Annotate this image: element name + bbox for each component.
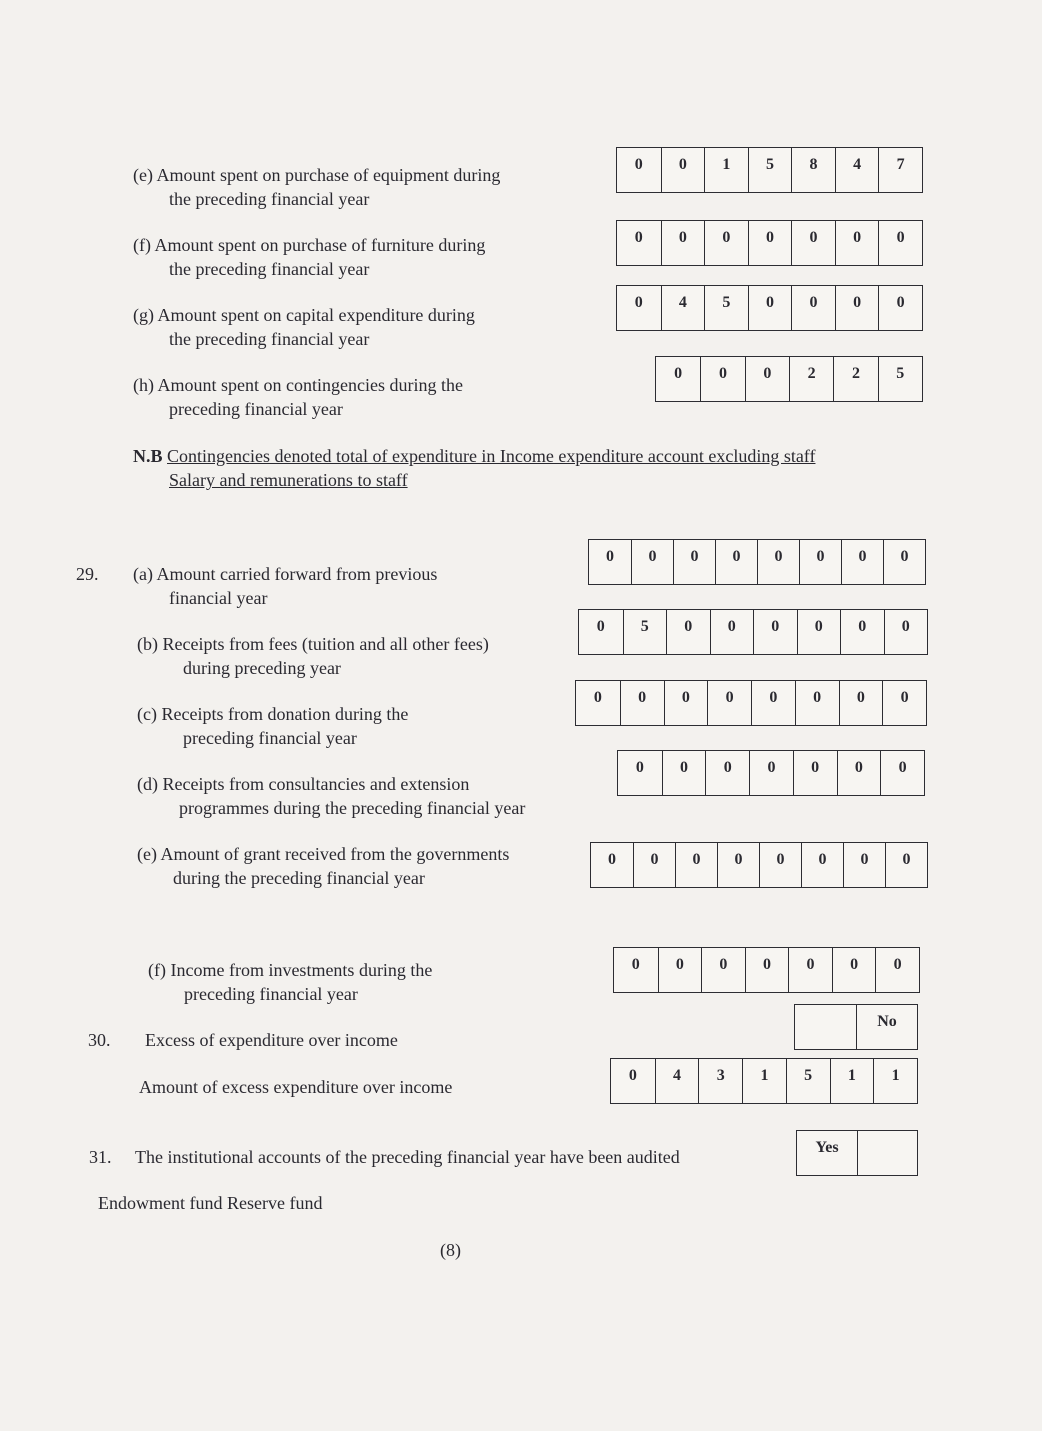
digit-box[interactable]: 0 bbox=[748, 286, 792, 330]
digit-box[interactable]: 0 bbox=[710, 610, 754, 654]
digit-box[interactable]: 0 bbox=[593, 689, 602, 706]
digit-box[interactable]: 0 bbox=[745, 948, 789, 992]
item-h-digits[interactable] bbox=[655, 356, 923, 402]
digit-box[interactable]: 7 bbox=[878, 148, 922, 192]
digit-box[interactable]: 0 bbox=[635, 759, 644, 776]
endowment-reserve-text: Endowment fund Reserve fund bbox=[98, 1193, 323, 1213]
digit-box[interactable]: 0 bbox=[748, 221, 792, 265]
digit-box[interactable]: 5 bbox=[878, 357, 922, 401]
digit-box[interactable]: 0 bbox=[662, 751, 706, 795]
digit-box[interactable]: 0 bbox=[791, 221, 835, 265]
digit-box[interactable]: 5 bbox=[623, 610, 667, 654]
q29-d-digits[interactable] bbox=[617, 750, 925, 796]
digit-box[interactable]: 0 bbox=[797, 610, 841, 654]
digit-box[interactable]: 5 bbox=[748, 148, 792, 192]
digit-box[interactable]: 0 bbox=[675, 843, 717, 887]
q30-answer-boxes[interactable] bbox=[794, 1004, 918, 1050]
digit-box[interactable]: 0 bbox=[837, 751, 881, 795]
digit-box[interactable]: 0 bbox=[658, 948, 702, 992]
digit-box[interactable]: 0 bbox=[882, 681, 926, 725]
q30-number: 30. bbox=[88, 1030, 111, 1050]
item-g-digits[interactable] bbox=[616, 285, 923, 331]
digit-box[interactable]: 0 bbox=[880, 751, 924, 795]
digit-box[interactable]: 0 bbox=[799, 540, 841, 584]
item-f-label: (f) Amount spent on purchase of furniture during the preceding financial year bbox=[133, 235, 486, 279]
digit-box[interactable]: 0 bbox=[841, 540, 883, 584]
digit-box[interactable]: 2 bbox=[833, 357, 877, 401]
digit-box[interactable]: 0 bbox=[878, 286, 922, 330]
digit-box[interactable]: 1 bbox=[830, 1059, 874, 1103]
q30-amount-digits[interactable] bbox=[610, 1058, 918, 1104]
digit-box[interactable]: 0 bbox=[628, 1067, 637, 1084]
q31-number: 31. bbox=[89, 1147, 112, 1167]
digit-box[interactable]: 1 bbox=[742, 1059, 786, 1103]
digit-box[interactable]: 0 bbox=[832, 948, 876, 992]
digit-box[interactable]: 0 bbox=[666, 610, 710, 654]
digit-box[interactable]: 0 bbox=[631, 956, 640, 973]
q29-a-digits[interactable] bbox=[588, 539, 926, 585]
digit-box[interactable]: No bbox=[856, 1005, 917, 1049]
digit-box[interactable]: 0 bbox=[835, 286, 879, 330]
digit-box[interactable]: 0 bbox=[633, 843, 675, 887]
digit-box[interactable]: 0 bbox=[634, 294, 643, 311]
digit-box[interactable]: 0 bbox=[883, 540, 925, 584]
contingencies-note: N.B Contingencies denoted total of expenditure in Income expenditure account excluding staff Salary and remunerations to staff bbox=[133, 446, 816, 490]
digit-box[interactable]: 0 bbox=[840, 610, 884, 654]
digit-box[interactable]: 0 bbox=[839, 681, 883, 725]
digit-box[interactable]: 0 bbox=[875, 948, 919, 992]
digit-box[interactable]: 0 bbox=[757, 540, 799, 584]
digit-box[interactable]: 0 bbox=[843, 843, 885, 887]
q29-f-digits[interactable] bbox=[613, 947, 920, 993]
digit-box[interactable]: 0 bbox=[885, 843, 927, 887]
q29-e-label: (e) Amount of grant received from the governments during the preceding financial year bbox=[137, 844, 510, 888]
q29-c-digits[interactable] bbox=[575, 680, 927, 726]
q31-label: The institutional accounts of the preceding financial year have been audited bbox=[135, 1147, 680, 1167]
q29-b-digits[interactable] bbox=[578, 609, 928, 655]
digit-box[interactable]: 1 bbox=[704, 148, 748, 192]
q30-amount-label: Amount of excess expenditure over income bbox=[139, 1077, 453, 1097]
page-number: (8) bbox=[440, 1240, 461, 1260]
q29-c-label: (c) Receipts from donation during the preceding financial year bbox=[137, 704, 409, 748]
digit-box[interactable]: 5 bbox=[704, 286, 748, 330]
digit-box[interactable]: 0 bbox=[884, 610, 928, 654]
digit-box[interactable]: 0 bbox=[674, 365, 683, 382]
digit-box[interactable]: 0 bbox=[788, 948, 832, 992]
digit-box[interactable]: 0 bbox=[673, 540, 715, 584]
item-e-digits[interactable] bbox=[616, 147, 923, 193]
digit-box[interactable]: 0 bbox=[634, 156, 643, 173]
digit-box[interactable]: 0 bbox=[634, 229, 643, 246]
item-g-label: (g) Amount spent on capital expenditure during the preceding financial year bbox=[133, 305, 475, 349]
digit-box[interactable]: 0 bbox=[753, 610, 797, 654]
digit-box[interactable]: Yes bbox=[815, 1139, 839, 1156]
digit-box[interactable]: 0 bbox=[793, 751, 837, 795]
digit-box[interactable]: 0 bbox=[596, 618, 605, 635]
q29-e-digits[interactable] bbox=[590, 842, 928, 888]
digit-box[interactable]: 0 bbox=[608, 851, 616, 868]
digit-box[interactable]: 0 bbox=[661, 221, 705, 265]
q30-label: Excess of expenditure over income bbox=[145, 1030, 398, 1050]
digit-box[interactable]: 0 bbox=[707, 681, 751, 725]
digit-box[interactable]: 0 bbox=[751, 681, 795, 725]
digit-box[interactable]: 0 bbox=[704, 221, 748, 265]
q29-b-label: (b) Receipts from fees (tuition and all other fees) during preceding year bbox=[137, 634, 489, 678]
digit-box[interactable]: 3 bbox=[698, 1059, 742, 1103]
digit-box[interactable]: 2 bbox=[789, 357, 833, 401]
digit-box[interactable]: 0 bbox=[717, 843, 759, 887]
digit-box[interactable]: 8 bbox=[791, 148, 835, 192]
digit-box[interactable]: 0 bbox=[661, 148, 705, 192]
digit-box[interactable]: 0 bbox=[835, 221, 879, 265]
digit-box[interactable]: 4 bbox=[655, 1059, 699, 1103]
digit-box[interactable]: 0 bbox=[620, 681, 664, 725]
digit-box[interactable]: 0 bbox=[631, 540, 673, 584]
q31-answer-boxes[interactable] bbox=[796, 1130, 918, 1176]
digit-box[interactable]: 0 bbox=[700, 357, 744, 401]
item-h-label: (h) Amount spent on contingencies during the preceding financial year bbox=[133, 375, 463, 419]
q29-a-label: (a) Amount carried forward from previous financial year bbox=[133, 564, 438, 608]
digit-box[interactable]: 0 bbox=[705, 751, 749, 795]
digit-box[interactable]: 4 bbox=[661, 286, 705, 330]
q29-d-label: (d) Receipts from consultancies and extension programmes during the preceding financial year bbox=[137, 774, 526, 818]
q29-number: 29. bbox=[76, 564, 99, 584]
digit-box[interactable]: 0 bbox=[791, 286, 835, 330]
digit-box[interactable]: 0 bbox=[664, 681, 708, 725]
digit-box[interactable]: 4 bbox=[835, 148, 879, 192]
digit-box[interactable]: 0 bbox=[795, 681, 839, 725]
digit-box[interactable] bbox=[857, 1131, 917, 1175]
q29-f-label: (f) Income from investments during the preceding financial year bbox=[148, 960, 433, 1004]
digit-box[interactable]: 0 bbox=[749, 751, 793, 795]
digit-box[interactable]: 0 bbox=[715, 540, 757, 584]
digit-box[interactable]: 1 bbox=[873, 1059, 917, 1103]
digit-box[interactable]: 0 bbox=[745, 357, 789, 401]
digit-box[interactable]: 0 bbox=[606, 548, 614, 565]
digit-box[interactable]: 5 bbox=[786, 1059, 830, 1103]
item-f-digits[interactable] bbox=[616, 220, 923, 266]
digit-box[interactable] bbox=[795, 1005, 856, 1049]
digit-box[interactable]: 0 bbox=[801, 843, 843, 887]
digit-box[interactable]: 0 bbox=[878, 221, 922, 265]
item-e-label: (e) Amount spent on purchase of equipment during the preceding financial year bbox=[133, 165, 501, 209]
digit-box[interactable]: 0 bbox=[759, 843, 801, 887]
digit-box[interactable]: 0 bbox=[701, 948, 745, 992]
